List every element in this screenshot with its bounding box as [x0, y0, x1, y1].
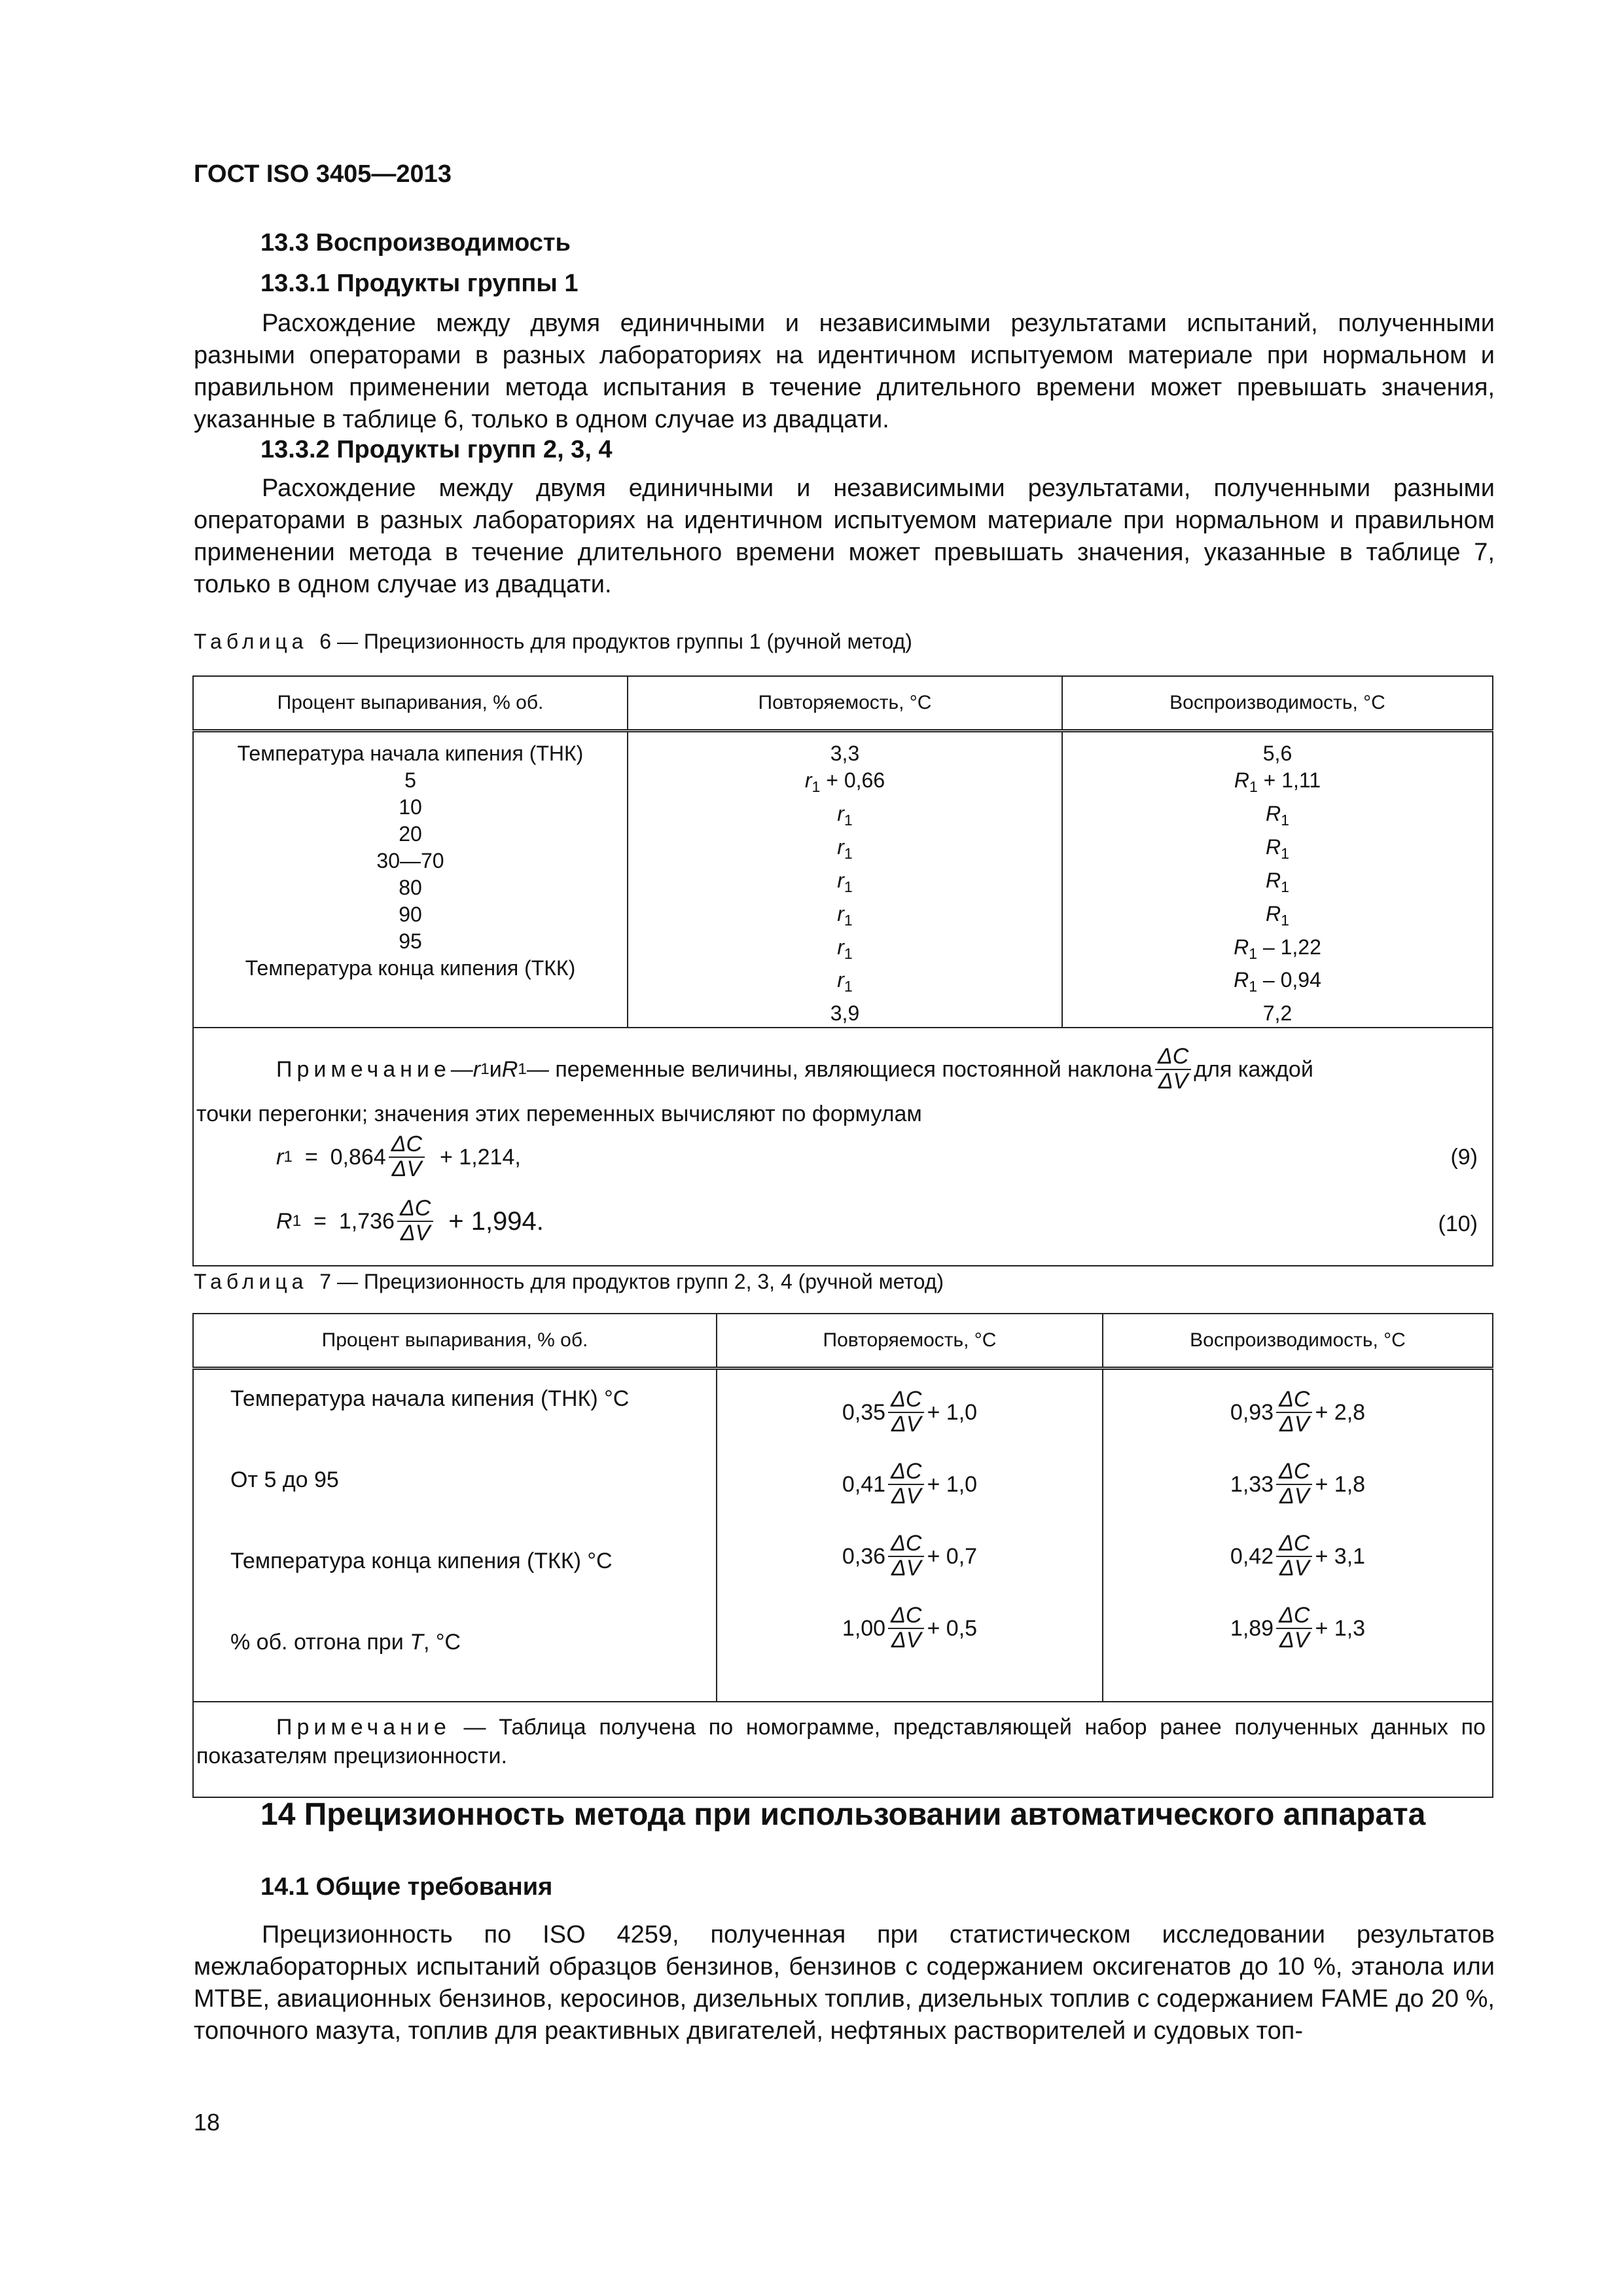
table-cell: 80	[399, 876, 422, 899]
table-cell: $R_1$	[1266, 834, 1289, 862]
table6-caption-label: Таблица	[194, 630, 308, 653]
table6-note-line1: Примечание — r 1 и R 1 — переменные величины, являющиеся постоянной наклона $\frac{\Delta C}{\Delta V}$ для каждой	[276, 1044, 1313, 1094]
dc-dv-fraction: $\frac{\Delta C}{\Delta V}$	[1276, 1460, 1312, 1508]
dc-dv-fraction: $\frac{\Delta C}{\Delta V}$	[888, 1460, 924, 1508]
table-cell: $r_1$	[837, 935, 853, 962]
table6-caption	[194, 630, 912, 654]
dc-dv-fraction: $\frac{\Delta C}{\Delta V}$	[1276, 1532, 1312, 1580]
table-cell: Температура начала кипения (ТНК) °С	[230, 1386, 630, 1411]
table7-note: Примечание — Таблица получена по номограмме, представляющей набор ранее полученных данных по показателям прецизионности.	[193, 1702, 1493, 1797]
table7-header-cell: Повторяемость, °С	[717, 1314, 1103, 1369]
table-cell: $R_1$	[1266, 901, 1289, 929]
dc-dv-fraction: $\frac{\Delta C}{\Delta V}$	[1155, 1045, 1191, 1093]
dc-dv-fraction: $\frac{\Delta C}{\Delta V}$	[397, 1197, 433, 1245]
table-cell: $R_1$	[1266, 868, 1289, 895]
table-cell: 0,35 $\frac{\Delta C}{\Delta V}$ + 1,0	[842, 1387, 978, 1437]
table6-col-evaporation	[193, 731, 628, 1028]
table-cell: 5,6	[1262, 742, 1293, 765]
formula-10-number: (10)	[1438, 1211, 1478, 1237]
table-cell: $r_1$	[837, 968, 853, 996]
formula-9: r 1 = 0,864 $\frac{\Delta C}{\Delta V}$ + 1,214,	[276, 1132, 521, 1182]
section-13-3-1-title: 13.3.1 Продукты группы 1	[260, 270, 579, 297]
table7-header-cell: Воспроизводимость, °С	[1103, 1314, 1493, 1369]
table7-body-row	[193, 1369, 1493, 1702]
table7	[192, 1313, 1493, 1798]
table-cell: $r_1$	[837, 868, 853, 895]
table6-note	[193, 1028, 1493, 1266]
table-cell: 3,9	[830, 1001, 860, 1026]
table7-header-row	[193, 1314, 1493, 1369]
table-cell: $r_1 + 0,66$	[804, 768, 885, 795]
table6-caption-text: 6 — Прецизионность для продуктов группы 1 (ручной метод)	[319, 630, 912, 653]
table7-col-repeatability	[717, 1369, 1103, 1702]
table-cell: $R_1 - 0,94$	[1234, 968, 1321, 996]
table-cell: 20	[399, 822, 422, 846]
table-cell: 90	[399, 903, 422, 926]
section-14-1-title: 14.1 Общие требования	[260, 1873, 553, 1901]
section-13-3-2-text	[194, 473, 1495, 601]
dc-dv-fraction: $\frac{\Delta C}{\Delta V}$	[888, 1388, 924, 1436]
paragraph: Расхождение между двумя единичными и независимыми результатами испытаний, полученными разными операторами в разных лабораториях на идентичном испытуемом материале при нормальном и правильном применении метода испытания в течение длительного времени может превышать значения, указанные в таблице 6, только в одном случае из двадцати.	[194, 310, 1495, 433]
table6-header-row	[193, 676, 1493, 731]
dc-dv-fraction: $\frac{\Delta C}{\Delta V}$	[888, 1604, 924, 1652]
table-cell: Температура конца кипения (ТКК) °С	[230, 1549, 613, 1573]
table6-col-repeatability	[628, 731, 1062, 1028]
table-cell: Температура конца кипения (ТКК)	[245, 956, 576, 980]
table7-note-row	[193, 1702, 1493, 1797]
page-number: 18	[194, 2109, 221, 2136]
table-cell: 0,36 $\frac{\Delta C}{\Delta V}$ + 0,7	[842, 1531, 978, 1581]
table-cell: 10	[399, 795, 422, 819]
table-cell: $R_1 - 1,22$	[1234, 935, 1321, 962]
table7-caption	[194, 1270, 944, 1294]
table-cell: % об. отгона при T, °С	[230, 1630, 461, 1655]
table6-header-cell: Воспроизводимость, °С	[1062, 676, 1493, 731]
paragraph: Расхождение между двумя единичными и независимыми результатами, полученными разными операторами в разных лабораториях на идентичном испытуемом материале при нормальном и правильном применении метода в течение длительного времени может превышать значения, указанные в таблице 7, только в одном случае из двадцати.	[194, 475, 1495, 598]
table-cell: 0,41 $\frac{\Delta C}{\Delta V}$ + 1,0	[842, 1459, 978, 1509]
table-cell: 0,42 $\frac{\Delta C}{\Delta V}$ + 3,1	[1230, 1531, 1366, 1581]
section-14-1-text	[194, 1919, 1495, 2047]
table7-header-cell: Процент выпаривания, % об.	[193, 1314, 717, 1369]
table7-caption-text: 7 — Прецизионность для продуктов групп 2, 3, 4 (ручной метод)	[319, 1270, 944, 1293]
table-cell: 0,93 $\frac{\Delta C}{\Delta V}$ + 2,8	[1230, 1387, 1366, 1437]
dc-dv-fraction: $\frac{\Delta C}{\Delta V}$	[1276, 1388, 1312, 1436]
dc-dv-fraction: $\frac{\Delta C}{\Delta V}$	[1276, 1604, 1312, 1652]
table-cell: $R_1 + 1,11$	[1234, 768, 1321, 795]
table-cell: $r_1$	[837, 901, 853, 929]
table6	[192, 675, 1493, 1266]
table-cell: $R_1$	[1266, 801, 1289, 829]
formula-9-number: (9)	[1450, 1145, 1478, 1170]
table-cell: Температура начала кипения (ТНК)	[237, 742, 584, 765]
dc-dv-fraction: $\frac{\Delta C}{\Delta V}$	[888, 1532, 924, 1580]
table-cell: 3,3	[830, 742, 860, 765]
dc-dv-fraction: $\frac{\Delta C}{\Delta V}$	[389, 1133, 425, 1181]
table-cell: 1,00 $\frac{\Delta C}{\Delta V}$ + 0,5	[842, 1603, 978, 1653]
table6-note-line2: точки перегонки; значения этих переменных вычисляют по формулам	[196, 1102, 922, 1127]
formula-10: R 1 = 1,736 $\frac{\Delta C}{\Delta V}$ + 1,994.	[276, 1196, 544, 1246]
table-cell: $r_1$	[837, 834, 853, 862]
section-13-3-2-title: 13.3.2 Продукты групп 2, 3, 4	[260, 436, 613, 463]
table-cell: 1,33 $\frac{\Delta C}{\Delta V}$ + 1,8	[1230, 1459, 1366, 1509]
table-cell: 5	[404, 768, 416, 792]
document-code: ГОСТ ISO 3405—2013	[194, 160, 452, 188]
paragraph: Прецизионность по ISO 4259, полученная при статистическом исследовании результатов межлабораторных испытаний образцов бензинов, бензинов с содержанием оксигенатов до 10 %, этанола или MTBE, авиационных бензинов, керосинов, дизельных топлив, дизельных топлив с содержанием FAME до 20 %, топочного мазута, топлив для реактивных двигателей, нефтяных растворителей и судовых топ-	[194, 1921, 1495, 2045]
table-cell: 95	[399, 929, 422, 953]
table6-note-row	[193, 1028, 1493, 1266]
table7-col-reproducibility	[1103, 1369, 1493, 1702]
table7-caption-label: Таблица	[194, 1270, 308, 1293]
table-cell: $r_1$	[837, 801, 853, 829]
table6-body-row	[193, 731, 1493, 1028]
table-cell: 30—70	[376, 849, 444, 872]
table6-col-reproducibility	[1062, 731, 1493, 1028]
table6-header-cell: Повторяемость, °С	[628, 676, 1062, 731]
table-cell: От 5 до 95	[230, 1467, 339, 1492]
table-cell: 1,89 $\frac{\Delta C}{\Delta V}$ + 1,3	[1230, 1603, 1366, 1653]
table6-header-cell: Процент выпаривания, % об.	[193, 676, 628, 731]
table7-col-evaporation	[193, 1369, 717, 1702]
section-13-3-1-text	[194, 308, 1495, 436]
section-14-title: 14 Прецизионность метода при использовании автоматического аппарата	[260, 1797, 1426, 1832]
table-cell: 7,2	[1262, 1001, 1293, 1026]
section-13-3-title: 13.3 Воспроизводимость	[260, 229, 571, 257]
